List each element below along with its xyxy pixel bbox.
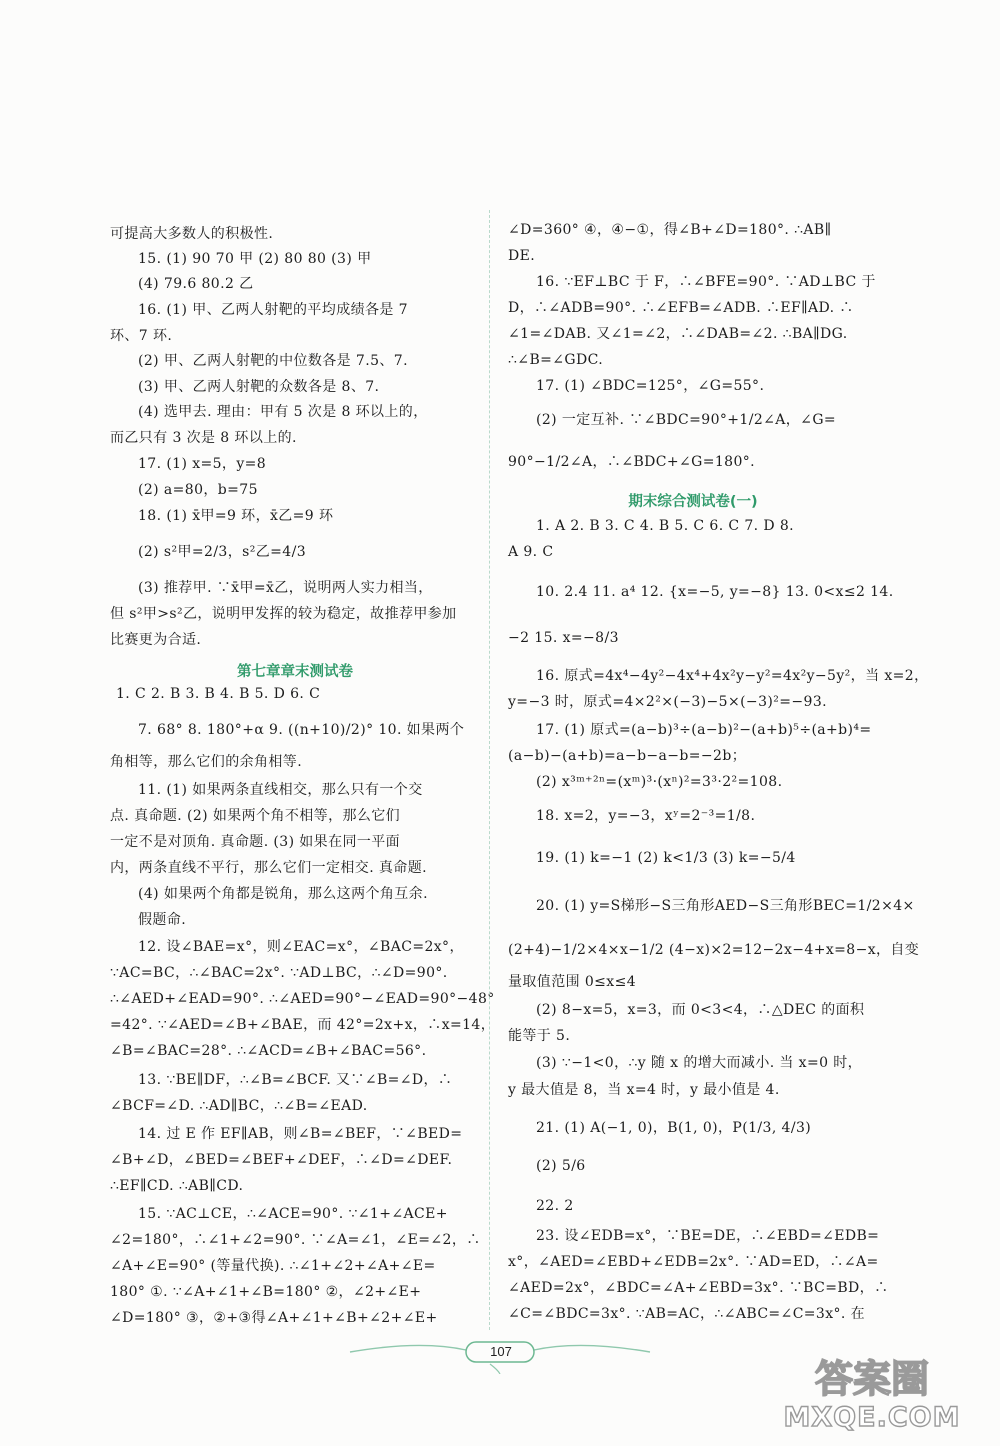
text-line: 13. ∵BE∥DF，∴∠B=∠BCF. 又∵∠B=∠D，∴	[138, 1072, 453, 1088]
text-line: 20. (1) y=S梯形−S三角形AED−S三角形BEC=1/2×4×	[536, 898, 915, 914]
text-line: ∴∠AED+∠EAD=90°. ∴∠AED=90°−∠EAD=90°−48°	[110, 991, 495, 1007]
text-line: (3) ∵−1<0，∴y 随 x 的增大而减小. 当 x=0 时，	[536, 1055, 863, 1071]
text-line: ∠A+∠E=90° (等量代换). ∴∠1+∠2+∠A+∠E=	[110, 1258, 436, 1274]
section-title: 第七章章末测试卷	[237, 664, 353, 680]
text-line: A 9. C	[508, 544, 554, 560]
watermark-text: 答案圈	[814, 1357, 930, 1401]
text-line: 180° ①. ∵∠A+∠1+∠B=180° ②，∠2+∠E+	[110, 1284, 422, 1300]
text-line: ∴EF∥CD. ∴AB∥CD.	[110, 1178, 244, 1194]
text-line: (2) 8−x=5，x=3，而 0<3<4，∴△DEC 的面积	[536, 1002, 865, 1018]
text-line: 17. (1) x=5，y=8	[138, 456, 267, 472]
text-line: 18. (1) x̄甲=9 环，x̄乙=9 环	[138, 508, 334, 524]
text-line: ∠D=360° ④，④−①，得∠B+∠D=180°. ∴AB∥	[508, 222, 832, 238]
text-line: 17. (1) 原式=(a−b)³÷(a−b)²−(a+b)⁵÷(a+b)⁴=	[536, 722, 872, 738]
column-divider	[489, 210, 490, 1330]
text-line: (3) 甲、乙两人射靶的众数各是 8、7.	[138, 379, 380, 395]
text-line: 21. (1) A(−1, 0)，B(1, 0)，P(1/3, 4/3)	[536, 1120, 812, 1136]
text-line: (2) x³ᵐ⁺²ⁿ=(xᵐ)³·(xⁿ)²=3³·2²=108.	[536, 774, 783, 790]
text-line: 环、7 环.	[110, 328, 173, 344]
text-line: (2) a=80，b=75	[138, 482, 258, 498]
text-line: ∠AED=2x°，∠BDC=∠A+∠EBD=3x°. ∵BC=BD，∴	[508, 1280, 889, 1296]
text-line: 12. 设∠BAE=x°，则∠EAC=x°，∠BAC=2x°，	[138, 939, 464, 955]
text-line: 11. (1) 如果两条直线相交，那么只有一个交	[138, 782, 423, 798]
text-line: (4) 选甲去. 理由：甲有 5 次是 8 环以上的，	[138, 404, 428, 420]
text-line: 22. 2	[536, 1198, 574, 1214]
text-line: 量取值范围 0≤x≤4	[508, 974, 637, 990]
text-line: −2 15. x=−8/3	[508, 630, 619, 646]
text-line: 比赛更为合适.	[110, 632, 202, 648]
text-line: 16. (1) 甲、乙两人射靶的平均成绩各是 7	[138, 302, 408, 318]
text-line: 23. 设∠EDB=x°，∵BE=DE，∴∠EBD=∠EDB=	[536, 1228, 880, 1244]
text-line: y 最大值是 8，当 x=4 时，y 最小值是 4.	[508, 1082, 780, 1098]
text-line: ∴∠B=∠GDC.	[508, 352, 604, 368]
text-line: (4) 如果两个角都是锐角，那么这两个角互余.	[138, 886, 428, 902]
text-line: 而乙只有 3 次是 8 环以上的.	[110, 430, 297, 446]
text-line: 一定不是对顶角. 真命题. (3) 如果在同一平面	[110, 834, 401, 850]
text-line: 点. 真命题. (2) 如果两个角不相等，那么它们	[110, 808, 401, 824]
text-line: 16. ∵EF⊥BC 于 F，∴∠BFE=90°. ∵AD⊥BC 于	[536, 274, 876, 290]
text-line: 但 s²甲>s²乙，说明甲发挥的较为稳定，故推荐甲参加	[110, 606, 457, 622]
text-line: 1. C 2. B 3. B 4. B 5. D 6. C	[116, 686, 321, 702]
text-line: 角相等，那么它们的余角相等.	[110, 754, 303, 770]
text-line: ∠BCF=∠D. ∴AD∥BC，∴∠B=∠EAD.	[110, 1098, 368, 1114]
text-line: 7. 68° 8. 180°+α 9. ((n+10)/2)° 10. 如果两个	[138, 722, 465, 738]
text-line: 90°−1/2∠A，∴∠BDC+∠G=180°.	[508, 454, 756, 470]
text-line: 18. x=2，y=−3，xʸ=2⁻³=1/8.	[536, 808, 756, 824]
text-line: 14. 过 E 作 EF∥AB，则∠B=∠BEF，∵∠BED=	[138, 1126, 463, 1142]
text-line: ∠B+∠D，∠BED=∠BEF+∠DEF，∴∠D=∠DEF.	[110, 1152, 453, 1168]
text-line: (2+4)−1/2×4×x−1/2 (4−x)×2=12−2x−4+x=8−x，自变	[508, 942, 920, 958]
text-line: 16. 原式=4x⁴−4y²−4x⁴+4x²y−y²=4x²y−5y²，当 x=2，	[536, 668, 929, 684]
text-line: ∠B=∠BAC=28°. ∴∠ACD=∠B+∠BAC=56°.	[110, 1043, 427, 1059]
section-title: 期末综合测试卷(一)	[628, 494, 758, 510]
text-line: x°，∠AED=∠EBD+∠EDB=2x°. ∵AD=ED，∴∠A=	[508, 1254, 879, 1270]
text-line: ∵AC=BC，∴∠BAC=2x°. ∵AD⊥BC，∴∠D=90°.	[110, 965, 448, 981]
text-line: 15. ∵AC⊥CE，∴∠ACE=90°. ∵∠1+∠ACE+	[138, 1206, 448, 1222]
watermark-url: MXQE.COM	[783, 1402, 961, 1432]
text-line: 假题命.	[138, 912, 187, 928]
text-line: (2) s²甲=2/3，s²乙=4/3	[138, 544, 306, 560]
text-line: ∠2=180°，∴∠1+∠2=90°. ∵∠A=∠1，∠E=∠2，∴	[110, 1232, 481, 1248]
text-line: ∠1=∠DAB. 又∠1=∠2，∴∠DAB=∠2. ∴BA∥DG.	[508, 326, 848, 342]
text-line: =42°. ∵∠AED=∠B+∠BAE，而 42°=2x+x，∴x=14，	[110, 1017, 496, 1033]
text-line: 15. (1) 90 70 甲 (2) 80 80 (3) 甲	[138, 251, 372, 267]
text-line: (2) 一定互补. ∵∠BDC=90°+1/2∠A，∠G=	[536, 412, 837, 428]
text-line: 1. A 2. B 3. C 4. B 5. C 6. C 7. D 8.	[536, 518, 795, 534]
watermark-logo	[762, 1346, 982, 1432]
text-line: 可提高大多数人的积极性.	[110, 226, 274, 242]
text-line: 内，两条直线不平行，那么它们一定相交. 真命题.	[110, 860, 427, 876]
text-line: 10. 2.4 11. a⁴ 12. {x=−5, y=−8} 13. 0<x≤2 14.	[536, 584, 894, 600]
text-line: 19. (1) k=−1 (2) k<1/3 (3) k=−5/4	[536, 850, 796, 866]
text-line: (4) 79.6 80.2 乙	[138, 276, 254, 292]
text-line: (3) 推荐甲. ∵x̄甲=x̄乙，说明两人实力相当，	[138, 580, 433, 596]
text-line: (2) 5/6	[536, 1158, 586, 1174]
text-line: (a−b)−(a+b)=a−b−a−b=−2b；	[508, 748, 747, 764]
text-line: 能等于 5.	[508, 1028, 571, 1044]
text-line: D，∴∠ADB=90°. ∴∠EFB=∠ADB. ∴EF∥AD. ∴	[508, 300, 854, 316]
page-number: 107	[490, 1344, 512, 1359]
text-line: ∠C=∠BDC=3x°. ∵AB=AC，∴∠ABC=∠C=3x°. 在	[508, 1306, 866, 1322]
text-line: (2) 甲、乙两人射靶的中位数各是 7.5、7.	[138, 353, 408, 369]
text-line: ∠D=180° ③，②+③得∠A+∠1+∠B+∠2+∠E+	[110, 1310, 438, 1326]
text-line: y=−3 时，原式=4×2²×(−3)−5×(−3)²=−93.	[508, 694, 827, 710]
text-line: DE.	[508, 248, 536, 264]
text-line: 17. (1) ∠BDC=125°，∠G=55°.	[536, 378, 765, 394]
